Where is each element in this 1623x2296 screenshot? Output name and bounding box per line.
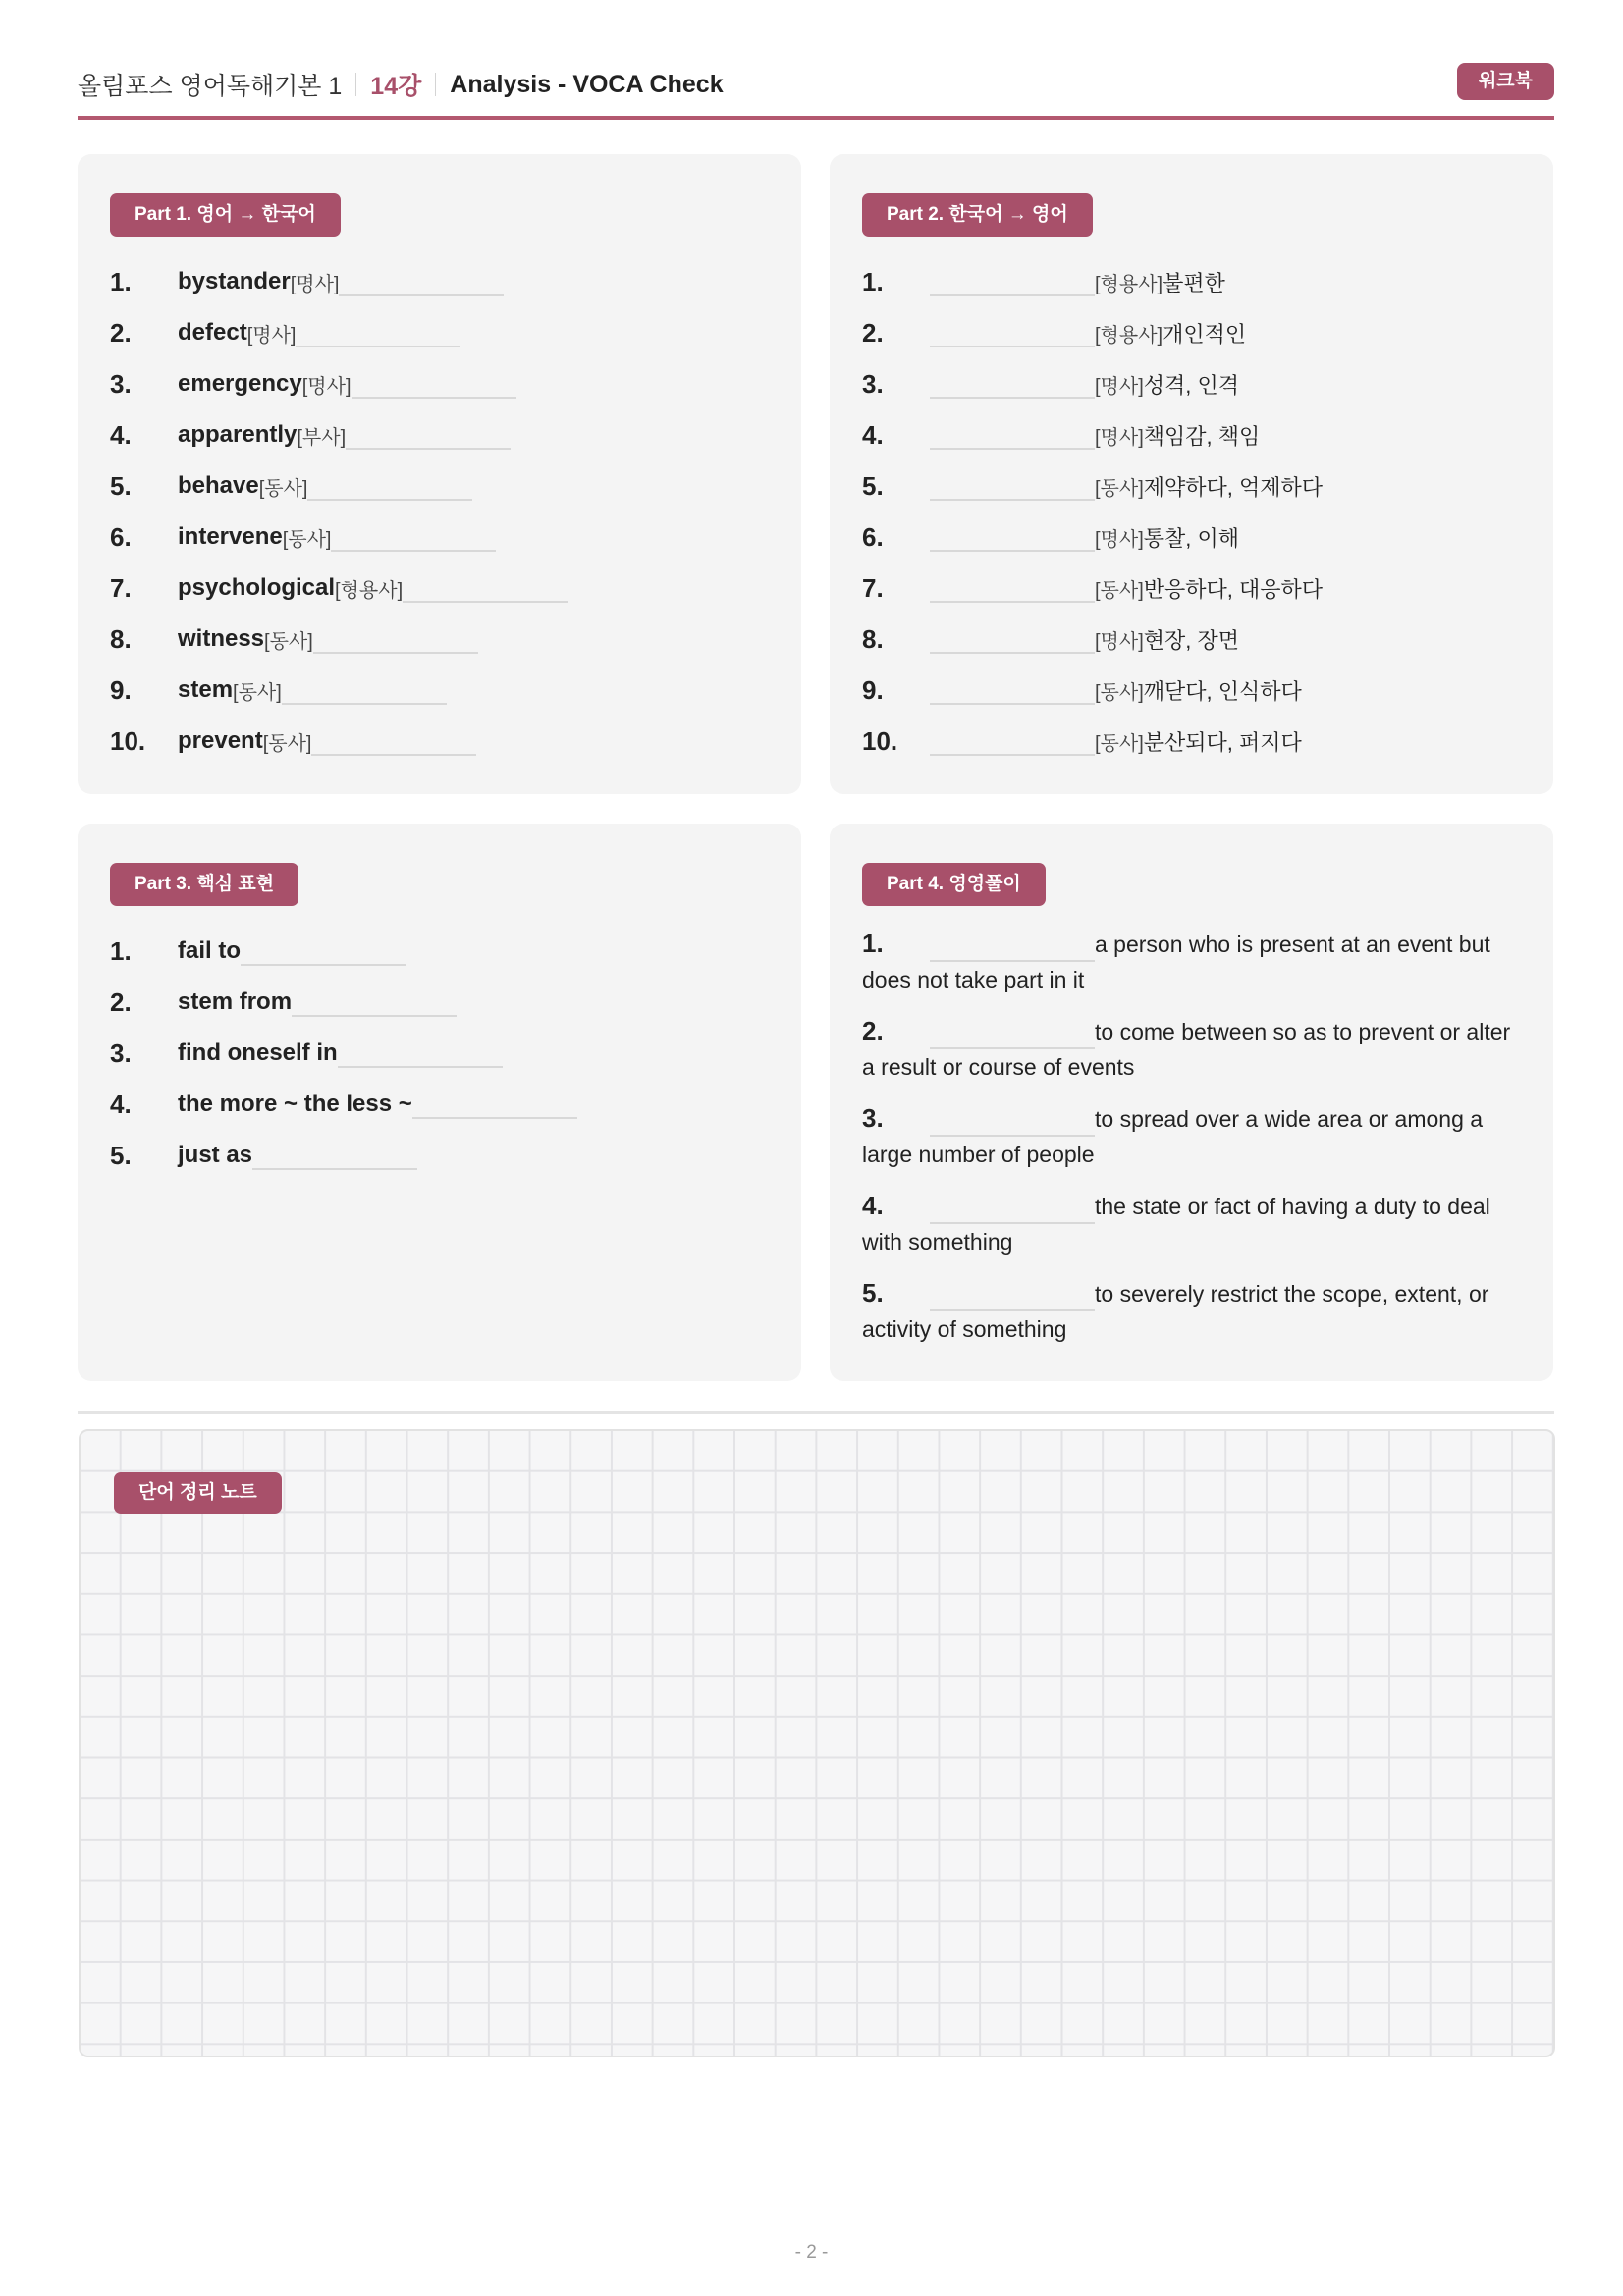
answer-blank[interactable] — [930, 573, 1095, 603]
part4-label: Part 4. 영영풀이 — [862, 863, 1046, 906]
part-of-speech: [명사] — [1095, 630, 1144, 653]
answer-blank[interactable] — [412, 1090, 577, 1119]
notes-label: 단어 정리 노트 — [114, 1472, 282, 1514]
list-item — [110, 358, 782, 409]
answer-blank[interactable] — [930, 726, 1095, 756]
item-number: 4. — [110, 419, 132, 450]
part-of-speech: [명사] — [1095, 528, 1144, 551]
item-number: 7. — [110, 572, 132, 603]
answer-blank[interactable] — [930, 1197, 1095, 1224]
answer-blank[interactable] — [346, 420, 511, 450]
part3-label: Part 3. 핵심 표현 — [110, 863, 298, 906]
vocab-word: emergency — [178, 370, 302, 397]
answer-blank[interactable] — [307, 471, 472, 501]
part3-list — [110, 926, 782, 1181]
part-of-speech: [명사] — [301, 375, 352, 398]
list-item — [110, 511, 782, 562]
part-of-speech: [명사] — [290, 273, 340, 295]
answer-blank[interactable] — [313, 624, 478, 654]
vocab-word: stem — [178, 676, 234, 703]
list-item — [862, 460, 1534, 511]
vocab-word: psychological — [178, 574, 336, 601]
part-of-speech: [동사] — [258, 477, 308, 500]
breadcrumb-divider — [435, 73, 436, 96]
part-of-speech: [형용사] — [335, 579, 404, 602]
answer-blank[interactable] — [338, 1039, 503, 1068]
answer-blank[interactable] — [292, 988, 457, 1017]
part-of-speech: [명사] — [246, 324, 297, 347]
item-number: 1. — [110, 935, 132, 966]
answer-blank[interactable] — [930, 1284, 1095, 1311]
item-number: 3. — [110, 368, 132, 399]
item-number: 5. — [110, 470, 132, 501]
item-number: 3. — [862, 368, 884, 399]
korean-meaning: 현장, 장면 — [1143, 627, 1239, 653]
item-number: 3. — [110, 1038, 132, 1068]
page-header — [78, 63, 1554, 102]
list-item — [862, 716, 1534, 767]
breadcrumb-divider — [355, 73, 356, 96]
part4-list — [862, 926, 1524, 1362]
item-number: 2. — [110, 987, 132, 1017]
item-number: 4. — [862, 419, 884, 450]
answer-blank[interactable] — [930, 1109, 1095, 1137]
list-item — [862, 1275, 1524, 1347]
list-item — [110, 926, 782, 977]
item-number: 4. — [862, 1191, 884, 1220]
answer-blank[interactable] — [252, 1141, 417, 1170]
item-number: 2. — [862, 1016, 884, 1045]
answer-blank[interactable] — [930, 522, 1095, 552]
list-item — [862, 562, 1534, 614]
lesson-number: 14강 — [370, 73, 422, 100]
part-of-speech: [동사] — [1095, 732, 1144, 755]
answer-blank[interactable] — [930, 471, 1095, 501]
vocab-word: witness — [178, 625, 265, 652]
list-item — [862, 1100, 1524, 1172]
page-title: Analysis - VOCA Check — [450, 70, 724, 98]
answer-blank[interactable] — [930, 267, 1095, 296]
korean-meaning: 불편한 — [1163, 270, 1225, 295]
part-of-speech: [동사] — [233, 681, 282, 704]
part1-panel — [78, 154, 801, 794]
english-definition: to come between so as to prevent or alter a result or course of events — [862, 1019, 1511, 1080]
item-number: 1. — [862, 266, 884, 296]
part-of-speech: [동사] — [1095, 579, 1144, 602]
answer-blank[interactable] — [282, 675, 447, 705]
item-number: 1. — [862, 929, 884, 958]
list-item — [862, 926, 1524, 997]
list-item — [110, 1028, 782, 1079]
list-item — [110, 1079, 782, 1130]
item-number: 5. — [110, 1140, 132, 1170]
list-item — [110, 409, 782, 460]
answer-blank[interactable] — [930, 318, 1095, 347]
section-divider — [78, 1411, 1554, 1414]
korean-meaning: 깨닫다, 인식하다 — [1143, 678, 1302, 704]
answer-blank[interactable] — [930, 624, 1095, 654]
item-number: 3. — [862, 1103, 884, 1133]
list-item — [862, 307, 1534, 358]
part-of-speech: [명사] — [1095, 426, 1144, 449]
part4-panel — [830, 824, 1553, 1381]
list-item — [862, 614, 1534, 665]
book-title: 올림포스 영어독해기본 1 — [78, 73, 343, 100]
vocab-word: behave — [178, 472, 259, 499]
item-number: 2. — [110, 317, 132, 347]
part2-list — [862, 256, 1534, 767]
list-item — [110, 562, 782, 614]
part-of-speech: [동사] — [262, 732, 312, 755]
key-phrase: fail to — [178, 937, 241, 964]
vocab-word: prevent — [178, 727, 263, 754]
english-definition: to spread over a wide area or among a large number of people — [862, 1106, 1484, 1167]
item-number: 5. — [862, 1278, 884, 1308]
key-phrase: find oneself in — [178, 1040, 338, 1066]
list-item — [862, 1188, 1524, 1259]
korean-meaning: 분산되다, 퍼지다 — [1143, 729, 1302, 755]
part-of-speech: [부사] — [297, 426, 347, 449]
part1-list — [110, 256, 782, 767]
answer-blank[interactable] — [311, 726, 476, 756]
vocab-notes-grid[interactable] — [79, 1429, 1555, 2057]
list-item — [862, 358, 1534, 409]
item-number: 4. — [110, 1089, 132, 1119]
list-item — [110, 614, 782, 665]
item-number: 2. — [862, 317, 884, 347]
list-item — [110, 460, 782, 511]
item-number: 10. — [862, 725, 898, 756]
list-item — [110, 716, 782, 767]
korean-meaning: 책임감, 책임 — [1143, 423, 1261, 449]
list-item — [862, 665, 1534, 716]
list-item — [110, 665, 782, 716]
answer-blank[interactable] — [930, 369, 1095, 399]
vocab-word: bystander — [178, 268, 291, 294]
list-item — [110, 256, 782, 307]
part-of-speech: [동사] — [264, 630, 313, 653]
answer-blank[interactable] — [296, 318, 460, 347]
list-item — [862, 1013, 1524, 1085]
part-of-speech: [동사] — [1095, 681, 1144, 704]
answer-blank[interactable] — [930, 675, 1095, 705]
answer-blank[interactable] — [930, 934, 1095, 962]
english-definition: to severely restrict the scope, extent, or activity of something — [862, 1281, 1489, 1342]
workbook-badge: 워크북 — [1457, 63, 1554, 100]
item-number: 10. — [110, 725, 146, 756]
item-number: 9. — [110, 674, 132, 705]
list-item — [862, 256, 1534, 307]
part-of-speech: [형용사] — [1095, 324, 1163, 347]
part-of-speech: [동사] — [1095, 477, 1144, 500]
item-number: 7. — [862, 572, 884, 603]
answer-blank[interactable] — [403, 573, 568, 603]
list-item — [110, 307, 782, 358]
english-definition: a person who is present at an event but does not take part in it — [862, 932, 1490, 992]
item-number: 5. — [862, 470, 884, 501]
list-item — [110, 1130, 782, 1181]
page-number: - 2 - — [794, 2242, 829, 2263]
vocab-word: intervene — [178, 523, 283, 550]
answer-blank[interactable] — [331, 522, 496, 552]
item-number: 8. — [110, 623, 132, 654]
part3-panel — [78, 824, 801, 1381]
item-number: 1. — [110, 266, 132, 296]
answer-blank[interactable] — [930, 1022, 1095, 1049]
key-phrase: just as — [178, 1142, 253, 1168]
vocab-word: defect — [178, 319, 247, 346]
part2-panel — [830, 154, 1553, 794]
list-item — [862, 511, 1534, 562]
answer-blank[interactable] — [339, 267, 504, 296]
answer-blank[interactable] — [930, 420, 1095, 450]
answer-blank[interactable] — [241, 936, 406, 966]
answer-blank[interactable] — [352, 369, 516, 399]
header-divider — [78, 116, 1554, 120]
part-of-speech: [형용사] — [1095, 273, 1163, 295]
vocab-word: apparently — [178, 421, 298, 448]
korean-meaning: 개인적인 — [1163, 321, 1247, 347]
list-item — [110, 977, 782, 1028]
korean-meaning: 통찰, 이해 — [1143, 525, 1239, 551]
part2-label: Part 2. 한국어 → 영어 — [862, 193, 1093, 237]
key-phrase: the more ~ the less ~ — [178, 1091, 412, 1117]
part-of-speech: [동사] — [282, 528, 332, 551]
korean-meaning: 제약하다, 억제하다 — [1143, 474, 1324, 500]
part-of-speech: [명사] — [1095, 375, 1144, 398]
item-number: 8. — [862, 623, 884, 654]
list-item — [862, 409, 1534, 460]
english-definition: the state or fact of having a duty to deal with something — [862, 1194, 1490, 1255]
breadcrumb — [78, 67, 724, 102]
korean-meaning: 반응하다, 대응하다 — [1143, 576, 1324, 602]
item-number: 9. — [862, 674, 884, 705]
item-number: 6. — [110, 521, 132, 552]
korean-meaning: 성격, 인격 — [1143, 372, 1239, 398]
key-phrase: stem from — [178, 988, 293, 1015]
part1-label: Part 1. 영어 → 한국어 — [110, 193, 341, 237]
item-number: 6. — [862, 521, 884, 552]
